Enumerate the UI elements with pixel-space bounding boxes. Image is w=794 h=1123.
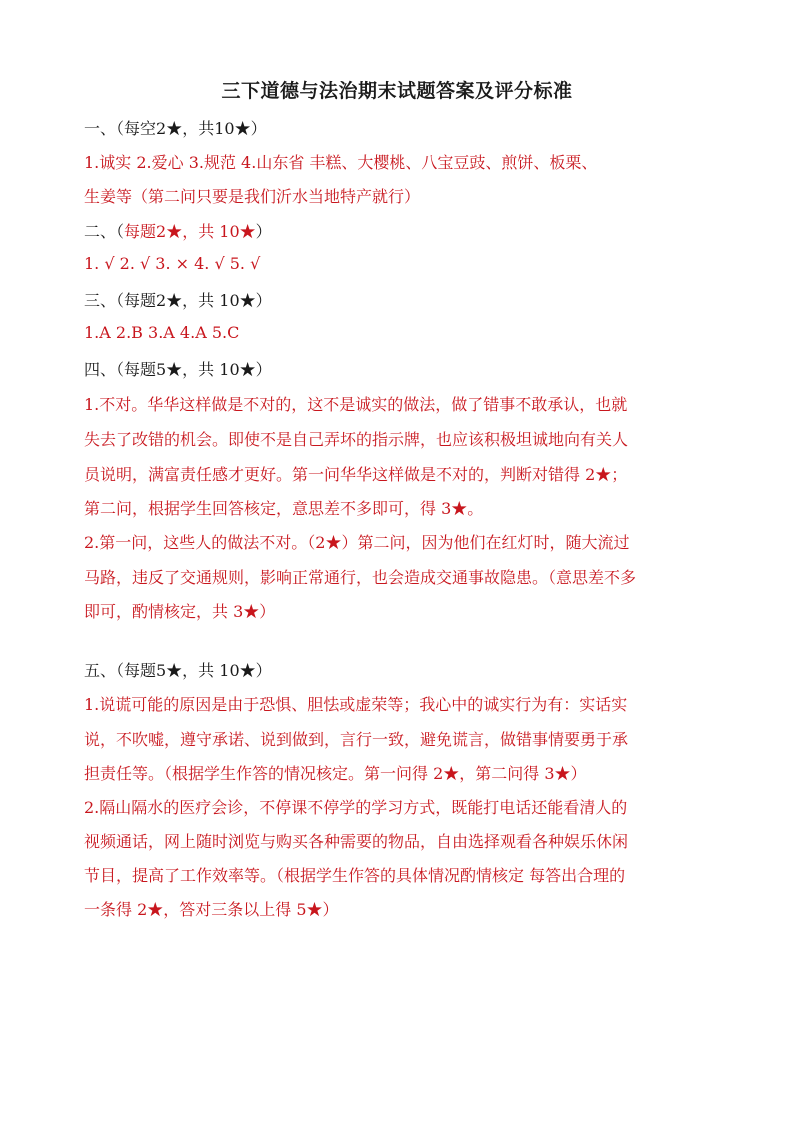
- section-1-header-part: 一、（每空2: [84, 119, 167, 138]
- section-5-q2-line-1: 2.隔山隔水的医疗会诊，不停课不停学的学习方式，既能打电话还能看清人的: [84, 798, 628, 817]
- star-glyph: ★: [166, 119, 183, 138]
- section-5-q2-line-3: 节目，提高了工作效率等。（根据学生作答的具体情况酌情核定 每答出合理的: [84, 866, 626, 885]
- section-2-header-part: 二、（: [84, 222, 125, 241]
- section-3-header: 三、（每题2★，共 10★）: [84, 291, 272, 310]
- section-5-header: 五、（每题5★，共 10★）: [84, 661, 272, 680]
- section-2-header-score: 每题2★，共 10★: [124, 222, 256, 241]
- section-1-answer-line-1: 1.诚实 2.爱心 3.规范 4.山东省 丰糕、大樱桃、八宝豆豉、煎饼、板栗、: [84, 153, 598, 172]
- section-5-q1-line-1: 1.说谎可能的原因是由于恐惧、胆怯或虚荣等；我心中的诚实行为有：实话实: [84, 695, 628, 714]
- section-5-q1-line-2: 说，不吹嘘，遵守承诺、说到做到，言行一致，避免谎言，做错事情要勇于承: [84, 730, 629, 749]
- section-2-header-part: ）: [255, 222, 272, 241]
- section-4-q1-line-1: 1.不对。华华这样做是不对的，这不是诚实的做法，做了错事不敢承认，也就: [84, 395, 628, 414]
- section-5-q1-line-3: 担责任等。（根据学生作答的情况核定。第一问得 2★，第二问得 3★）: [84, 764, 587, 783]
- section-4-q2-line-2: 马路，违反了交通规则，影响正常通行，也会造成交通事故隐患。（意思差不多: [84, 568, 637, 587]
- section-4-q2-line-3: 即可，酌情核定，共 3★）: [84, 602, 276, 621]
- section-3-answers: 1.A 2.B 3.A 4.A 5.C: [84, 323, 240, 342]
- section-5-q2-line-2: 视频通话，网上随时浏览与购买各种需要的物品，自由选择观看各种娱乐休闲: [84, 832, 629, 851]
- section-4-q2-line-1: 2.第一问，这些人的做法不对。（2★）第二问，因为他们在红灯时，随大流过: [84, 533, 630, 552]
- section-4-q1-line-2: 失去了改错的机会。即使不是自己弄坏的指示牌，也应该积极坦诚地向有关人: [84, 430, 629, 449]
- section-1-header-part: ，共10: [182, 119, 235, 138]
- section-5-q2-line-4: 一条得 2★，答对三条以上得 5★）: [84, 900, 339, 919]
- section-1-answer-line-2: 生姜等（第二问只要是我们沂水当地特产就行）: [84, 187, 421, 206]
- section-4-q1-line-3: 员说明，满富责任感才更好。第一问华华这样做是不对的，判断对错得 2★；: [84, 465, 628, 484]
- section-4-q1-line-4: 第二问，根据学生回答核定，意思差不多即可，得 3★。: [84, 499, 484, 518]
- section-1-header: [84, 116, 724, 139]
- section-2-header: [84, 219, 724, 242]
- section-1-header-part: ）: [250, 119, 267, 138]
- star-glyph: ★: [234, 119, 251, 138]
- document-title: 三下道德与法治期末试题答案及评分标准: [221, 80, 573, 102]
- section-4-header: 四、（每题5★，共 10★）: [84, 360, 272, 379]
- section-2-answers: 1. √ 2. √ 3. × 4. √ 5. √: [84, 254, 261, 273]
